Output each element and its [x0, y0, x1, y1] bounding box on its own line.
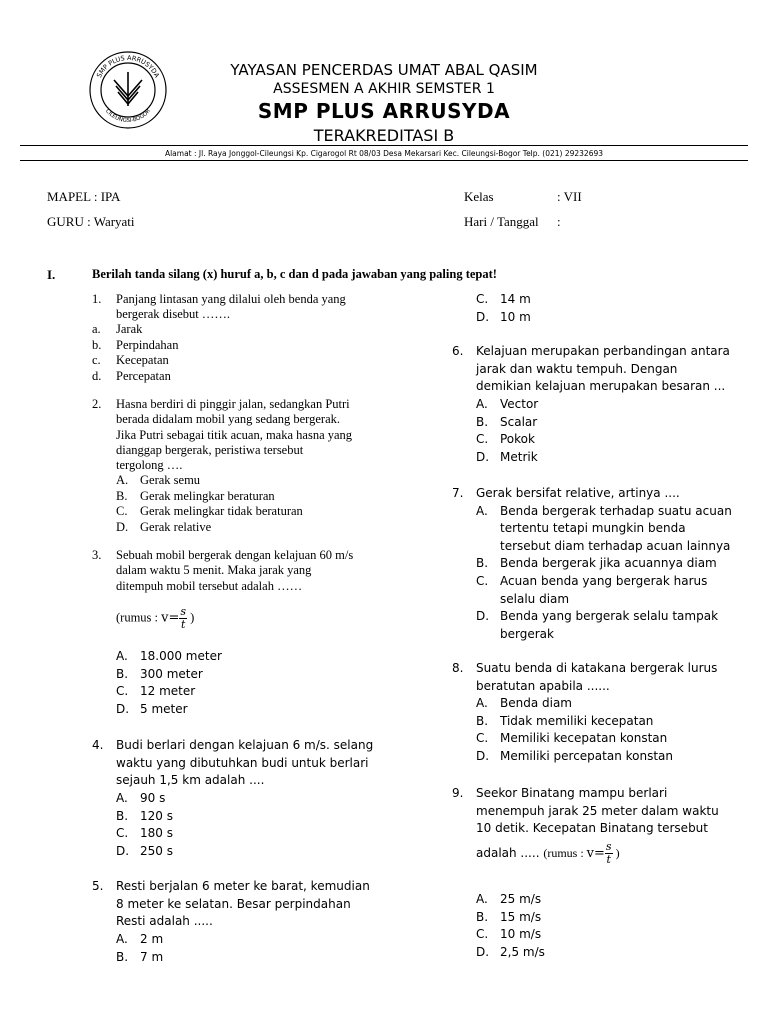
accreditation: TERAKREDITASI B: [313, 126, 455, 145]
question-8: 8. Suatu benda di katakana bergerak lurus beratutan apabila ...... A. Benda diam B. Tidak memiliki kecepatan C. Memiliki kecepatan konstan D. Memiliki percepatan konstan: [452, 661, 718, 763]
logo-bottom-text: CILEUNGSI-BOGOR: [104, 108, 152, 125]
fraction: $\frac{s}{t}$: [605, 840, 612, 866]
section-instruction: Berilah tanda silang (x) huruf a, b, c dan d pada jawaban yang paling tepat!: [92, 267, 497, 281]
question-number: 9.: [452, 786, 464, 800]
question-5-continued: C. 14 m D. 10 m: [476, 292, 531, 324]
question-number: 5.: [92, 879, 104, 893]
question-7: 7. Gerak bersifat relative, artinya .... A. Benda bergerak terhadap suatu acuan tertentu tetapi mungkin benda tersebut diam terhadap acuan lainnya B. Benda bergerak jika acuannya diam C. Acuan benda yang bergerak harus selalu diam D. Benda yang bergerak selalu tampak bergerak: [452, 486, 732, 641]
foundation-name: YAYASAN PENCERDAS UMAT ABAL QASIM: [230, 61, 538, 79]
fraction: $\frac{s}{t}$: [180, 605, 187, 631]
formula: adalah ..... (rumus : v= $\frac{s}{t}$ ): [476, 840, 620, 866]
question-text: Kelajuan merupakan perbandingan antara jarak dan waktu tempuh. Dengan demikian kelajuan merupakan besaran ...: [476, 344, 730, 394]
question-text: Seekor Binatang mampu berlari menempuh jarak 25 meter dalam waktu 10 detik. Kecepatan Binatang tersebut: [476, 786, 719, 836]
question-4: 4. Budi berlari dengan kelajuan 6 m/s. selang waktu yang dibutuhkan budi untuk berlari sejauh 1,5 km adalah .... A. 90 s B. 120 s C. 180 s D. 250 s: [92, 738, 374, 858]
question-number: 8.: [452, 661, 464, 675]
question-text: Panjang lintasan yang dilalui oleh benda yang bergerak disebut …….: [116, 292, 346, 322]
class-value: : VII: [557, 189, 582, 204]
question-number: 7.: [452, 486, 464, 500]
question-2: 2. Hasna berdiri di pinggir jalan, sedangkan Putri berada didalam mobil yang sedang bergerak. Jika Putri sebagai titik acuan, maka hasna yang dianggap bergerak, peristiwa tersebut tergolong …. A. Gerak semu B. Gerak melingkar beraturan C. Gerak melingkar tidak beraturan D. Gerak relative: [92, 397, 353, 534]
logo-ring-text: SMP PLUS ARRUSYDA: [95, 53, 161, 80]
question-text: Sebuah mobil bergerak dengan kelajuan 60 m/s dalam waktu 5 menit. Maka jarak yang ditempuh mobil tersebut adalah ……: [116, 548, 354, 593]
question-text: Gerak bersifat relative, artinya ....: [476, 486, 680, 500]
header-divider-top: [20, 145, 748, 146]
question-number: 1.: [92, 292, 102, 306]
date-value: :: [557, 214, 561, 229]
school-address: Alamat : Jl. Raya Jonggol-Cileungsi Kp. Cigarogol Rt 08/03 Desa Mekarsari Kec. Cileungsi-Bogor Telp. (021) 29232693: [164, 149, 604, 158]
formula: (rumus : v= $\frac{s}{t}$ ): [116, 605, 195, 631]
question-number: 6.: [452, 344, 464, 358]
date-label: Hari / Tanggal: [464, 214, 539, 229]
question-text: Budi berlari dengan kelajuan 6 m/s. selang waktu yang dibutuhkan budi untuk berlari sejauh 1,5 km adalah ....: [116, 738, 374, 788]
teacher-label: GURU : Waryati: [47, 214, 135, 229]
question-number: 3.: [92, 548, 102, 562]
section-number: I.: [47, 267, 56, 282]
question-number: 4.: [92, 738, 104, 752]
question-text: Resti berjalan 6 meter ke barat, kemudian 8 meter ke selatan. Besar perpindahan Resti adalah .....: [116, 879, 370, 929]
question-5: 5. Resti berjalan 6 meter ke barat, kemudian 8 meter ke selatan. Besar perpindahan Resti adalah ..... A. 2 m B. 7 m: [92, 879, 370, 964]
question-text: Suatu benda di katakana bergerak lurus beratutan apabila ......: [476, 661, 718, 693]
class-label: Kelas: [464, 189, 494, 204]
subject-label: MAPEL : IPA: [47, 189, 121, 204]
header-divider-bottom: [20, 160, 748, 161]
question-1: 1. Panjang lintasan yang dilalui oleh benda yang bergerak disebut ……. a. Jarak b. Perpindahan c. Kecepatan d. Percepatan: [92, 292, 346, 383]
question-6: 6. Kelajuan merupakan perbandingan antara jarak dan waktu tempuh. Dengan demikian kelajuan merupakan besaran ... A. Vector B. Scalar C. Pokok D. Metrik: [452, 344, 730, 464]
exam-title: ASSESMEN A AKHIR SEMSTER 1: [273, 81, 495, 97]
question-number: 2.: [92, 397, 102, 411]
school-name: SMP PLUS ARRUSYDA: [257, 99, 511, 123]
question-text: Hasna berdiri di pinggir jalan, sedangkan Putri berada didalam mobil yang sedang bergerak. Jika Putri sebagai titik acuan, maka hasna yang dianggap bergerak, peristiwa tersebut tergolong ….: [116, 397, 353, 473]
question-3: 3. Sebuah mobil bergerak dengan kelajuan 60 m/s dalam waktu 5 menit. Maka jarak yang ditempuh mobil tersebut adalah …… (rumus : v= $\frac{s}{t}$ ) A. 18.000 meter B. 300 meter C. 12 meter D. 5 meter: [92, 548, 354, 716]
question-9: 9. Seekor Binatang mampu berlari menempuh jarak 25 meter dalam waktu 10 detik. Kecepatan Binatang tersebut adalah ..... (rumus : v= $\frac{s}{t}$ ) A. 25 m/s B. 15 m/s C. 10 m/s D. 2,5 m/s: [452, 786, 719, 959]
